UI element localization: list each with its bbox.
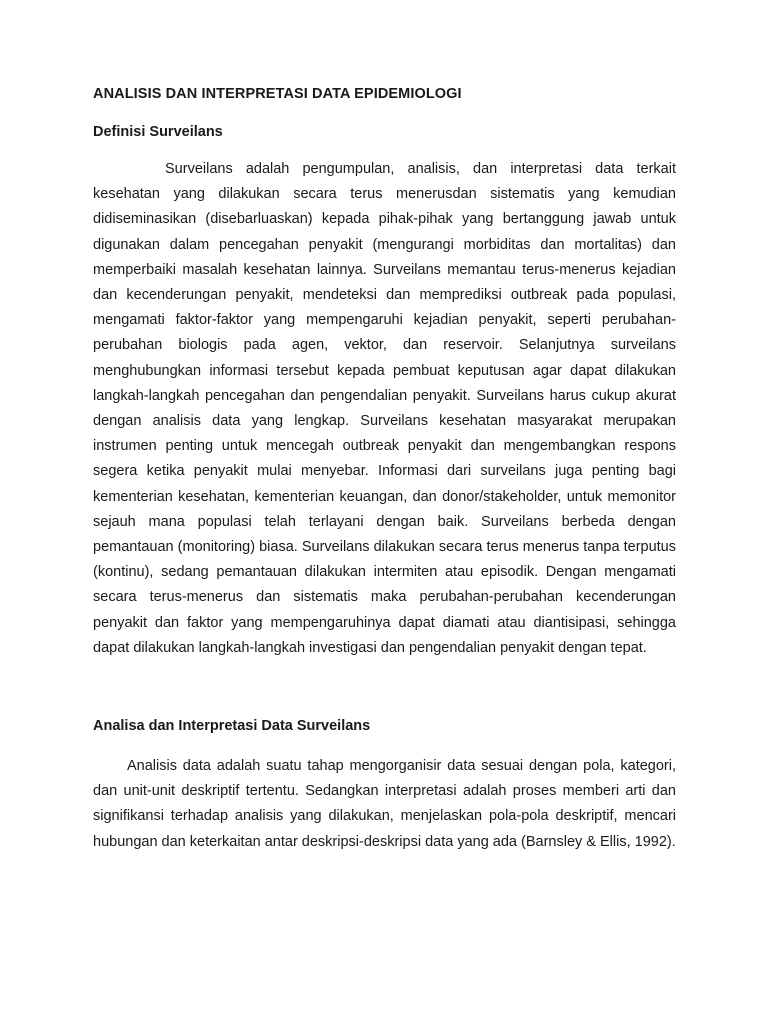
section-heading-definisi-surveilans: Definisi Surveilans [93, 124, 223, 140]
paragraph-analisa-interpretasi: Analisis data adalah suatu tahap mengorganisir data sesuai dengan pola, kategori, dan unit-unit deskriptif tertentu. Sedangkan interpretasi adalah proses memberi arti dan signifikansi terhadap analisis yang dilakukan, menjelaskan pola-pola deskriptif, mencari hubungan dan keterkaitan antar deskripsi-deskripsi data yang ada (Barnsley & Ellis, 1992). [93, 758, 676, 850]
document-title: ANALISIS DAN INTERPRETASI DATA EPIDEMIOLOGI [93, 86, 462, 102]
section-heading-analisa-interpretasi: Analisa dan Interpretasi Data Surveilans [93, 718, 371, 735]
paragraph-definisi-surveilans: Surveilans adalah pengumpulan, analisis, dan interpretasi data terkait kesehatan yang dilakukan secara terus menerusdan sistematis yang kemudian didiseminasikan (disebarluaskan) kepada pihak-pihak yang bertanggung jawab untuk digunakan dalam pencegahan penyakit (mengurangi morbiditas dan mortalitas) dan memperbaiki masalah kesehatan lainnya. Surveilans memantau terus-menerus kejadian dan kecenderungan penyakit, mendeteksi dan memprediksi outbreak pada populasi, mengamati faktor-faktor yang mempengaruhi kejadian penyakit, seperti perubahan-perubahan biologis pada agen, vektor, dan reservoir. Selanjutnya surveilans menghubungkan informasi tersebut kepada pembuat keputusan agar dapat dilakukan langkah-langkah pencegahan dan pengendalian penyakit. Surveilans harus cukup akurat dengan analisis data yang lengkap. Surveilans kesehatan masyarakat merupakan instrumen penting untuk mencegah outbreak penyakit dan mengembangkan respons segera ketika penyakit mulai menyebar. Informasi dari surveilans juga penting bagi kementerian kesehatan, kementerian keuangan, dan donor/stakeholder, untuk memonitor sejauh mana populasi telah terlayani dengan baik. Surveilans berbeda dengan pemantauan (monitoring) biasa. Surveilans dilakukan secara terus menerus tanpa terputus (kontinu), sedang pemantauan dilakukan intermiten atau episodik. Dengan mengamati secara terus-menerus dan sistematis maka perubahan-perubahan kecenderungan penyakit dan faktor yang mempengaruhinya dapat diamati atau diantisipasi, sehingga dapat dilakukan langkah-langkah investigasi dan pengendalian penyakit dengan tepat. [93, 161, 676, 656]
